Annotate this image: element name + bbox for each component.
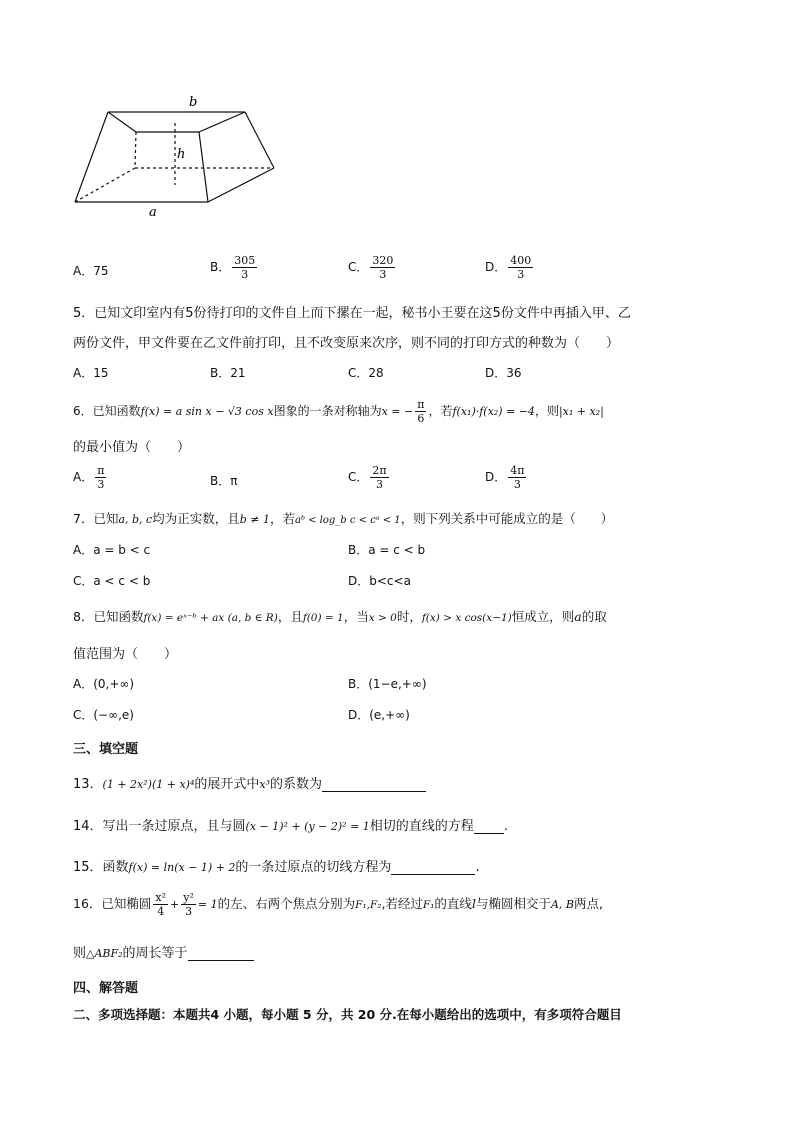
q15: 15．函数f(x) = ln(x − 1) + 2的一条过原点的切线方程为 . <box>73 860 480 875</box>
q7-option-d: D．b<c<a <box>348 574 411 588</box>
frustum-figure <box>65 90 285 225</box>
q8-line1: 8．已知函数f(x) = eˣ⁻ᵇ + ax (a, b ∈ R)，且f(0) = 1，当x > 0时，f(x) > x cos(x−1)恒成立，则a的取 <box>73 609 607 624</box>
section-heading-fill-in: 三、填空题 <box>73 742 139 757</box>
q8-line2: 值范围为（ ） <box>73 647 178 662</box>
q6-line2: 的最小值为（ ） <box>73 440 191 455</box>
q8-option-a: A．(0,+∞) <box>73 677 135 691</box>
q13: 13．(1 + 2x²)(1 + x)⁴的展开式中x³的系数为 <box>73 773 426 792</box>
q16-line2: 则△ABF₂的周长等于 <box>73 942 254 961</box>
q5-option-a: A．15 <box>73 366 109 380</box>
q4-option-a: A．75 <box>73 264 109 278</box>
q4-option-d: D． $\frac{400}{3}$ <box>485 254 532 281</box>
q8-option-d: D．(e,+∞) <box>348 708 410 722</box>
q5-option-c: C．28 <box>348 366 384 380</box>
section-heading-solve: 四、解答题 <box>73 981 139 996</box>
q6-option-d: D． $\frac{4\pi}{3}$ <box>485 464 525 491</box>
q5-option-d: D．36 <box>485 366 522 380</box>
q4-option-c: C． $\frac{320}{3}$ <box>348 254 394 281</box>
q5-line1: 5．已知文印室内有5份待打印的文件自上而下摞在一起，秘书小王要在这5份文件中再插入甲、乙 <box>73 306 631 321</box>
q8-option-b: B．(1−e,+∞) <box>348 677 427 691</box>
q16-answer-blank[interactable] <box>188 948 254 961</box>
q7-option-b: B．a = c < b <box>348 543 426 557</box>
q14-answer-blank[interactable] <box>474 821 504 834</box>
q13-answer-blank[interactable] <box>322 779 426 792</box>
q5-option-b: B．21 <box>210 366 246 380</box>
q5-line2: 两份文件，甲文件要在乙文件前打印，且不改变原来次序，则不同的打印方式的种数为（ ） <box>73 336 620 351</box>
label-a: a <box>149 205 157 220</box>
section-heading-multi-choice: 二、多项选择题：本题共4 小题，每小题 5 分，共 20 分.在每小题给出的选项中，有多项符合题目 <box>73 1007 622 1022</box>
q14: 14．写出一条过原点，且与圆(x − 1)² + (y − 2)² = 1相切的直线的方程 . <box>73 819 508 834</box>
label-b: b <box>189 95 198 110</box>
q6-option-a: A． $\frac{\pi}{3}$ <box>73 464 105 491</box>
q4-option-b: B． $\frac{305}{3}$ <box>210 254 256 281</box>
q7-stem: 7．已知a, b, c均为正实数，且b ≠ 1，若aᵇ < log_b c < cᵃ < 1，则下列关系中可能成立的是（ ） <box>73 511 614 526</box>
q7-option-a: A．a = b < c <box>73 543 151 557</box>
q6-option-c: C． $\frac{2\pi}{3}$ <box>348 464 387 491</box>
q16-line1: 16．已知椭圆 $\frac{\text{x²}}{4}$ + $\frac{\text{y²}}{3}$ = 1的左、右两个焦点分别为F₁,F₂,若经过F₁的直线l与椭圆相交于A, B两点, <box>73 891 603 918</box>
q6-line1: 6．已知函数f(x) = a sin x − √3 cos x图象的一条对称轴为x = − $\frac{\pi}{6}$ ，若f(x₁)·f(x₂) = −4，则|x₁ + x₂| <box>73 398 604 425</box>
q6-option-b: B．π <box>210 474 238 488</box>
label-h: h <box>177 147 186 162</box>
q15-answer-blank[interactable] <box>391 862 475 875</box>
q8-option-c: C．(−∞,e) <box>73 708 134 722</box>
q7-option-c: C．a < c < b <box>73 574 151 588</box>
